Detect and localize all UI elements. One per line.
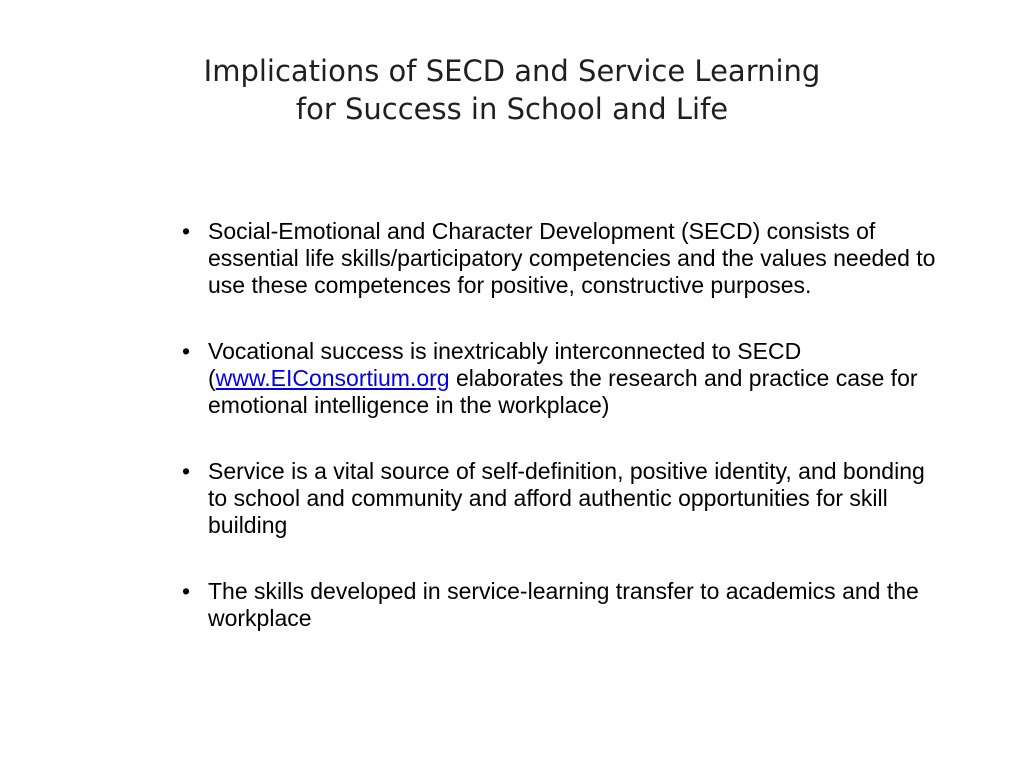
bullet-list <box>178 218 948 671</box>
eiconsortium-link[interactable]: www.EIConsortium.org <box>215 365 450 391</box>
bullet-text-after-link: elaborates the research and practice case for emotional intelligence in the workplace) <box>208 365 918 418</box>
bullet-text-before-link: Vocational success is inextricably interconnected to SECD ( <box>208 338 802 391</box>
bullet-marker: • <box>182 338 191 364</box>
slide-title <box>100 52 924 128</box>
bullet-marker: • <box>182 578 191 604</box>
bullet-item-skills-transfer <box>178 578 948 632</box>
bullet-item-secd <box>178 218 948 299</box>
bullet-text: Social-Emotional and Character Development (SECD) consists of essential life skills/participatory competencies and the values needed to use these competences for positive, constructive purposes. <box>208 218 936 298</box>
bullet-item-vocational <box>178 338 948 419</box>
bullet-item-service <box>178 458 948 539</box>
bullet-text: Service is a vital source of self-definition, positive identity, and bonding to school and community and afford authentic opportunities for skill building <box>208 458 925 538</box>
slide-title-line-1: Implications of SECD and Service Learning <box>203 54 821 88</box>
slide-title-line-2: for Success in School and Life <box>295 92 729 126</box>
bullet-marker: • <box>182 218 191 244</box>
bullet-marker: • <box>182 458 191 484</box>
bullet-text: The skills developed in service-learning transfer to academics and the workplace <box>208 578 919 631</box>
